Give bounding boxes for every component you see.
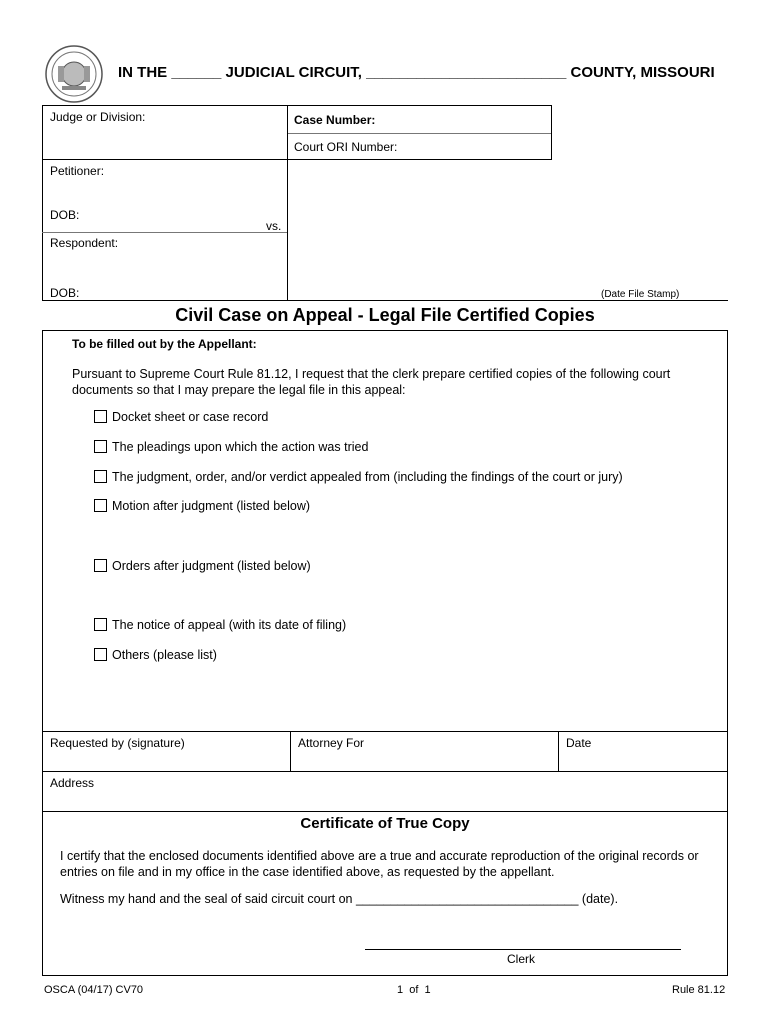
option-notice-of-appeal[interactable]: The notice of appeal (with its date of filing) (94, 618, 346, 632)
option-others[interactable]: Others (please list) (94, 648, 217, 662)
date-field[interactable]: Date (566, 736, 592, 750)
checkbox[interactable] (94, 559, 107, 572)
requested-by-field[interactable]: Requested by (signature) (50, 736, 185, 750)
address-field[interactable]: Address (50, 776, 95, 790)
clerk-signature-label: Clerk (507, 952, 536, 966)
date-file-stamp-label: (Date File Stamp) (601, 289, 680, 300)
certificate-title: Certificate of True Copy (300, 815, 470, 832)
witness-line: Witness my hand and the seal of said circuit court on ________________________________ (date). (60, 892, 619, 906)
respondent-dob-label: DOB: (50, 286, 80, 300)
vs-label: vs. (266, 219, 282, 233)
court-header: IN THE ______ JUDICIAL CIRCUIT, ________________________ COUNTY, MISSOURI (118, 64, 715, 81)
respondent-label: Respondent: (50, 236, 119, 250)
missouri-seal-icon (44, 44, 104, 104)
checkbox[interactable] (94, 648, 107, 661)
option-pleadings[interactable]: The pleadings upon which the action was tried (94, 440, 368, 454)
judge-division-label: Judge or Division: (50, 110, 146, 124)
case-number-label: Case Number: (294, 113, 376, 127)
petitioner-label: Petitioner: (50, 164, 105, 178)
option-judgment[interactable]: The judgment, order, and/or verdict appealed from (including the findings of the court or jury) (94, 470, 623, 484)
attorney-for-field[interactable]: Attorney For (298, 736, 365, 750)
petitioner-dob-label: DOB: (50, 208, 80, 222)
option-orders-after-judgment[interactable]: Orders after judgment (listed below) (94, 559, 311, 573)
court-ori-label: Court ORI Number: (294, 140, 398, 154)
request-intro: Pursuant to Supreme Court Rule 81.12, I request that the clerk prepare certified copies of the following court documents so that I may prepare the legal file in this appeal: (72, 367, 671, 397)
checkbox[interactable] (94, 499, 107, 512)
form-id: OSCA (04/17) CV70 (44, 984, 144, 996)
page-number: 1 of 1 (397, 984, 431, 996)
checkbox[interactable] (94, 470, 107, 483)
checkbox[interactable] (94, 410, 107, 423)
form-title: Civil Case on Appeal - Legal File Certified Copies (175, 305, 595, 325)
option-docket-sheet[interactable]: Docket sheet or case record (94, 410, 268, 424)
checkbox[interactable] (94, 618, 107, 631)
option-motion-after-judgment[interactable]: Motion after judgment (listed below) (94, 499, 310, 513)
rule-reference: Rule 81.12 (672, 984, 726, 996)
certificate-body: I certify that the enclosed documents identified above are a true and accurate reproduction of the original records or entries on file and in my office in the case identified above, as requested by the appellant. (60, 849, 699, 879)
checkbox[interactable] (94, 440, 107, 453)
appellant-instruction: To be filled out by the Appellant: (72, 337, 257, 351)
